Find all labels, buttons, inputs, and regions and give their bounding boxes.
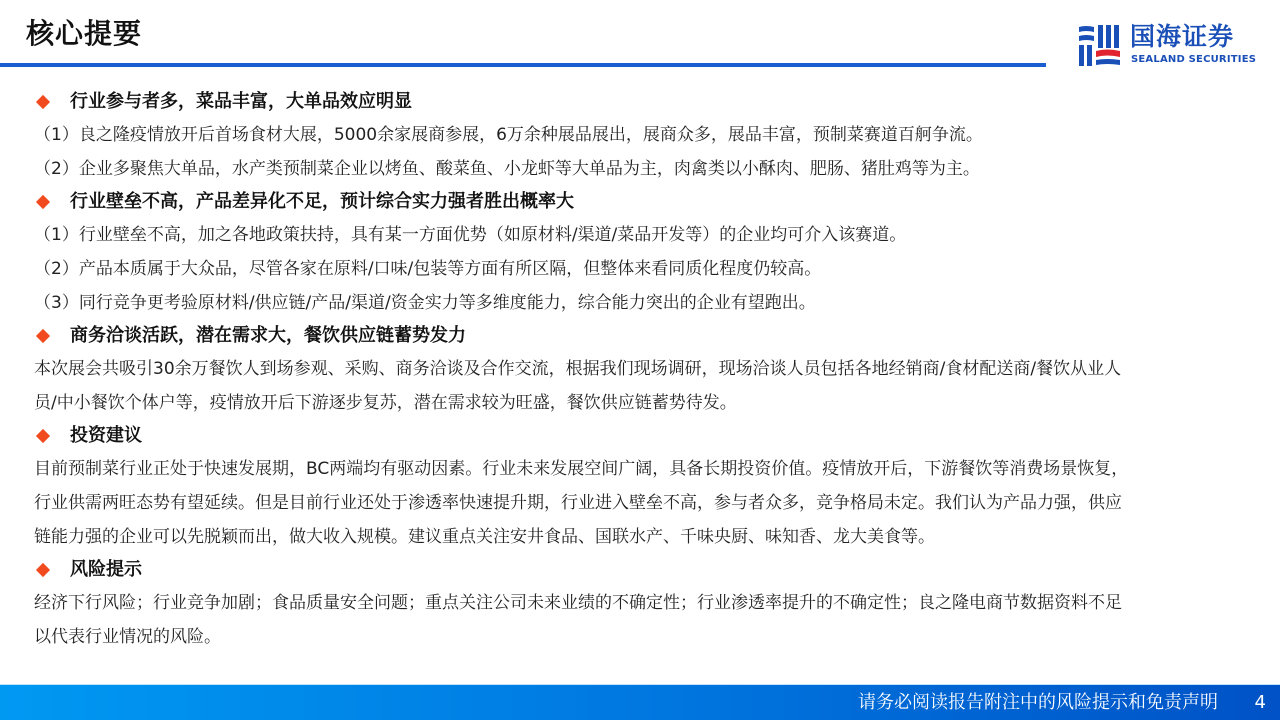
section-line: 以代表行业情况的风险。 xyxy=(34,627,221,647)
section-line: （3）同行竞争更考验原材料/供应链/产品/渠道/资金实力等多维度能力，综合能力突出的企业有望跑出。 xyxy=(34,293,816,313)
section-title: 商务洽谈活跃，潜在需求大，餐饮供应链蓄势发力 xyxy=(70,325,466,346)
section-line: 员/中小餐饮个体户等，疫情放开后下游逐步复苏，潜在需求较为旺盛，餐饮供应链蓄势待发。 xyxy=(34,393,737,413)
summary-content xyxy=(34,86,1250,654)
section-header xyxy=(34,186,1250,218)
section-title: 行业参与者多，菜品丰富，大单品效应明显 xyxy=(70,91,412,112)
diamond-bullet-icon xyxy=(36,95,50,109)
title-divider xyxy=(0,63,1046,67)
section-line: 目前预制菜行业正处于快速发展期，BC两端均有驱动因素。行业未来发展空间广阔，具备长期投资价值。疫情放开后，下游餐饮等消费场景恢复， xyxy=(34,459,1129,479)
diamond-bullet-icon xyxy=(36,195,50,209)
logo-english-name: SEALAND SECURITIES xyxy=(1131,54,1257,65)
sealand-logo-icon xyxy=(1076,22,1122,68)
page-number: 4 xyxy=(1254,692,1266,713)
section-title: 风险提示 xyxy=(70,559,142,580)
footer-disclaimer: 请务必阅读报告附注中的风险提示和免责声明 xyxy=(858,692,1218,713)
section-title: 行业壁垒不高，产品差异化不足，预计综合实力强者胜出概率大 xyxy=(70,191,574,212)
section-line: （1）良之隆疫情放开后首场食材大展，5000余家展商参展，6万余种展品展出，展商众多，展品丰富，预制菜赛道百舸争流。 xyxy=(34,125,983,145)
section-line: （2）产品本质属于大众品，尽管各家在原料/口味/包装等方面有所区隔，但整体来看同质化程度仍较高。 xyxy=(34,259,822,279)
section-header xyxy=(34,420,1250,452)
section-line: 经济下行风险；行业竞争加剧；食品质量安全问题；重点关注公司未来业绩的不确定性；行业渗透率提升的不确定性；良之隆电商节数据资料不足 xyxy=(34,593,1122,613)
section-line: （2）企业多聚焦大单品，水产类预制菜企业以烤鱼、酸菜鱼、小龙虾等大单品为主，肉禽类以小酥肉、肥肠、猪肚鸡等为主。 xyxy=(34,159,980,179)
section-industry-participants xyxy=(34,86,1250,186)
section-line: 本次展会共吸引30余万餐饮人到场参观、采购、商务洽谈及合作交流，根据我们现场调研，现场洽谈人员包括各地经销商/食材配送商/餐饮从业人 xyxy=(34,359,1122,379)
diamond-bullet-icon xyxy=(36,429,50,443)
section-industry-barriers xyxy=(34,186,1250,320)
section-risk-warning xyxy=(34,554,1250,654)
section-investment-advice xyxy=(34,420,1250,554)
section-line: （1）行业壁垒不高，加之各地政策扶持，具有某一方面优势（如原材料/渠道/菜品开发等）的企业均可介入该赛道。 xyxy=(34,225,907,245)
section-title: 投资建议 xyxy=(70,425,142,446)
diamond-bullet-icon xyxy=(36,563,50,577)
footer-bar xyxy=(0,684,1280,720)
section-header xyxy=(34,86,1250,118)
logo-chinese-name: 国海证券 xyxy=(1130,22,1235,51)
page-title: 核心提要 xyxy=(26,17,143,50)
company-logo xyxy=(1076,22,1256,70)
section-line: 行业供需两旺态势有望延续。但是目前行业还处于渗透率快速提升期，行业进入壁垒不高，参与者众多，竞争格局未定。我们认为产品力强，供应 xyxy=(34,493,1122,513)
section-line: 链能力强的企业可以先脱颖而出，做大收入规模。建议重点关注安井食品、国联水产、千味央厨、味知香、龙大美食等。 xyxy=(34,527,935,547)
diamond-bullet-icon xyxy=(36,329,50,343)
section-business-negotiations xyxy=(34,320,1250,420)
section-header xyxy=(34,320,1250,352)
section-header xyxy=(34,554,1250,586)
